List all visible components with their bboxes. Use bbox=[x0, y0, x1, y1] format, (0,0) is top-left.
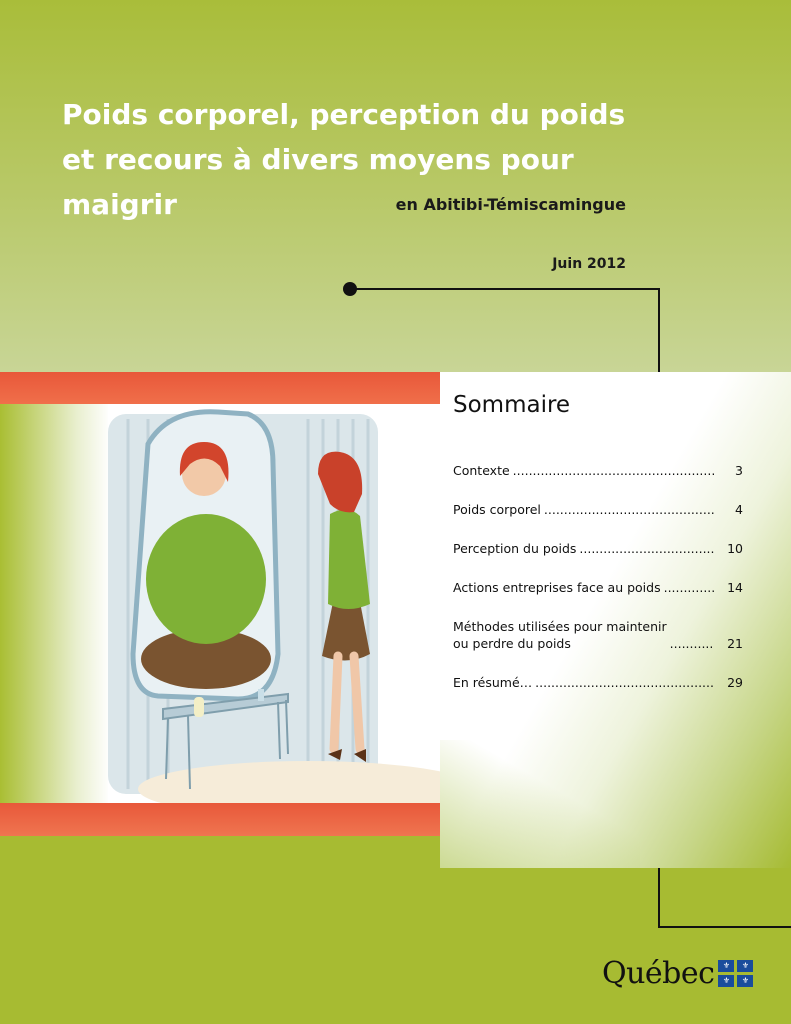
fleur-de-lis-icon: ⚜ bbox=[718, 975, 734, 987]
toc-label: Perception du poids bbox=[453, 541, 577, 556]
toc-label-line1: Méthodes utilisées pour maintenir bbox=[453, 619, 667, 634]
toc-page-number: 4 bbox=[735, 502, 743, 517]
document-title: Poids corporel, perception du poids et recours à divers moyens pour maigrir bbox=[62, 98, 626, 221]
sommaire-heading: Sommaire bbox=[453, 392, 571, 418]
toc-item-methodes-utilisees[interactable] bbox=[453, 618, 743, 652]
toc-item-poids-corporel[interactable] bbox=[453, 501, 743, 518]
left-gradient-band bbox=[0, 404, 110, 803]
connector-line bbox=[658, 926, 791, 928]
fleur-de-lis-icon: ⚜ bbox=[737, 960, 753, 972]
quebec-logo bbox=[602, 956, 753, 991]
small-jar bbox=[258, 689, 264, 701]
publication-date: Juin 2012 bbox=[552, 256, 626, 272]
toc-leader bbox=[670, 635, 714, 652]
fleur-de-lis-icon: ⚜ bbox=[718, 960, 734, 972]
toc-page-number: 10 bbox=[727, 541, 743, 556]
toc-label: Contexte bbox=[453, 463, 510, 478]
connector-line bbox=[658, 868, 660, 928]
toc-leader bbox=[664, 579, 714, 596]
toc-item-contexte[interactable] bbox=[453, 462, 743, 479]
toc-item-perception-du-poids[interactable] bbox=[453, 540, 743, 557]
panel-shade bbox=[440, 740, 640, 868]
orange-stripe-bottom bbox=[0, 803, 440, 836]
toc-label: Poids corporel bbox=[453, 502, 541, 517]
toc-page-number: 3 bbox=[735, 463, 743, 478]
connector-line bbox=[356, 288, 660, 290]
toc-leader bbox=[579, 540, 714, 557]
cover-illustration bbox=[108, 404, 440, 803]
toc-page-number: 29 bbox=[727, 675, 743, 690]
quebec-flag-icon bbox=[718, 960, 753, 987]
toc-leader bbox=[544, 501, 714, 518]
quebec-wordmark: Québec bbox=[602, 956, 715, 991]
toc-label: En résumé… bbox=[453, 675, 533, 690]
toc-leader bbox=[513, 462, 714, 479]
toc-label bbox=[453, 618, 667, 652]
toc-page-number: 14 bbox=[727, 580, 743, 595]
mirror-illustration bbox=[108, 404, 440, 803]
connector-dot bbox=[343, 282, 357, 296]
table-of-contents bbox=[453, 462, 743, 713]
toc-label: Actions entreprises face au poids bbox=[453, 580, 661, 595]
toc-page-number: 21 bbox=[727, 636, 743, 651]
toc-label-line2: ou perdre du poids bbox=[453, 636, 571, 651]
bottle bbox=[194, 697, 204, 717]
document-subtitle: en Abitibi-Témiscamingue bbox=[395, 195, 626, 214]
toc-item-actions-entreprises[interactable] bbox=[453, 579, 743, 596]
reflection-sweater bbox=[146, 514, 266, 644]
orange-stripe-top bbox=[0, 372, 440, 404]
connector-line bbox=[658, 288, 660, 372]
fleur-de-lis-icon: ⚜ bbox=[737, 975, 753, 987]
toc-item-en-resume[interactable] bbox=[453, 674, 743, 691]
toc-leader bbox=[535, 674, 714, 691]
